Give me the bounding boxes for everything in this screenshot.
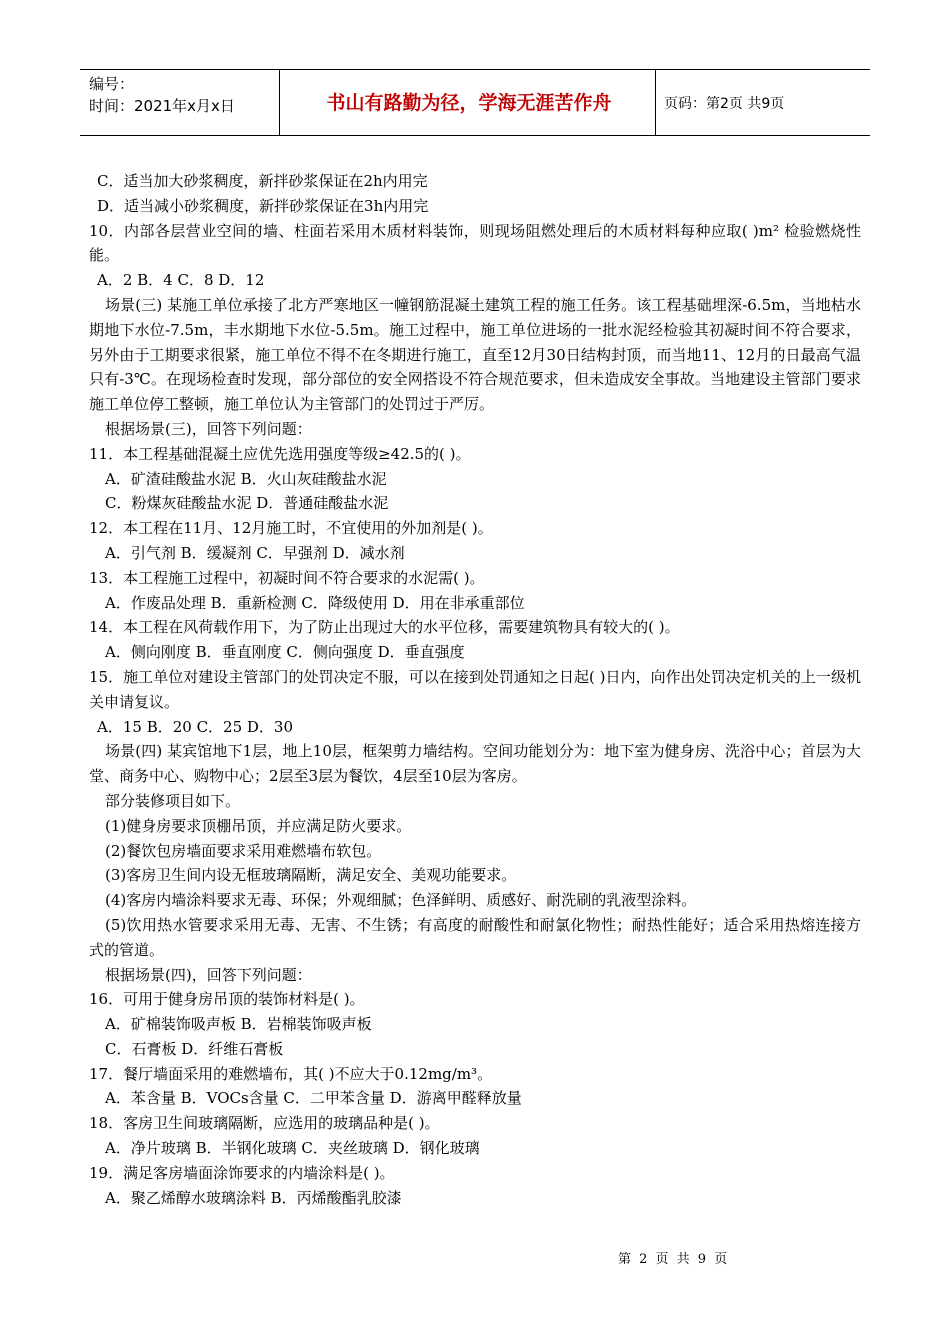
text-line: A．作废品处理 B．重新检测 C．降级使用 D．用在非承重部位: [105, 593, 525, 612]
text-line: 场景(三) 某施工单位承接了北方严寒地区一幢钢筋混凝土建筑工程的施工任务。该工程基础埋深-6.5m，当地枯水期地下水位-7.5m，丰水期地下水位-5.5m。施工过程中，施工单位进场的一批水泥经检验其初凝时间不符合要求，另外由于工期要求很紧，施工单位不得不在冬期进行施工，直至12月30日结构封顶，而当地11、12月的日最高气温只有-3℃。在现场检查时发现，部分部位的安全网搭设不符合规范要求，但未造成安全事故。当地建设主管部门要求施工单位停工整顿，施工单位认为主管部门的处罚过于严厉。: [89, 295, 861, 414]
text-line: 11．本工程基础混凝土应优先选用强度等级≥42.5的( )。: [89, 444, 471, 463]
text-line: (2)餐饮包房墙面要求采用难燃墙布软包。: [105, 841, 382, 860]
text-line: C．适当加大砂浆稠度，新拌砂浆保证在2h内用完: [97, 172, 428, 190]
text-line: A．聚乙烯醇水玻璃涂料 B．丙烯酸酯乳胶漆: [105, 1188, 402, 1207]
text-line: A．净片玻璃 B．半钢化玻璃 C．夹丝玻璃 D．钢化玻璃: [105, 1139, 480, 1158]
text-line: 14．本工程在风荷载作用下，为了防止出现过大的水平位移，需要建筑物具有较大的( )。: [89, 618, 680, 637]
text-line: 部分装修项目如下。: [105, 791, 241, 810]
time-label: 时间：2021年x月x日: [89, 97, 235, 115]
header-top-rule: [80, 69, 870, 70]
text-line: (1)健身房要求顶棚吊顶，并应满足防火要求。: [105, 816, 412, 835]
text-line: 根据场景(三)，回答下列问题：: [105, 419, 312, 438]
header-divider-2: [655, 69, 656, 135]
text-line: 13．本工程施工过程中，初凝时间不符合要求的水泥需( )。: [89, 568, 485, 587]
text-line: (5)饮用热水管要求采用无毒、无害、不生锈；有高度的耐酸性和耐氯化物性；耐热性能好；适合采用热熔连接方式的管道。: [89, 915, 861, 959]
header-page-label: 页码：第2页 共9页: [664, 96, 785, 112]
text-line: A．苯含量 B．VOCs含量 C．二甲苯含量 D．游离甲醛释放量: [105, 1089, 522, 1108]
text-line: D．适当减小砂浆稠度，新拌砂浆保证在3h内用完: [97, 196, 429, 215]
text-line: 12．本工程在11月、12月施工时，不宜使用的外加剂是( )。: [89, 519, 493, 538]
document-body: [89, 169, 861, 1210]
text-line: 根据场景(四)，回答下列问题：: [105, 965, 312, 984]
text-line: 17．餐厅墙面采用的难燃墙布，其( )不应大于0.12mg/m³。: [89, 1064, 493, 1083]
text-line: (3)客房卫生间内设无框玻璃隔断，满足安全、美观功能要求。: [105, 866, 517, 885]
text-line: 场景(四) 某宾馆地下1层，地上10层，框架剪力墙结构。空间功能划分为：地下室为健身房、洗浴中心；首层为大堂、商务中心、购物中心；2层至3层为餐饮，4层至10层为客房。: [89, 742, 861, 786]
header-divider-1: [279, 69, 280, 135]
text-line: 10．内部各层营业空间的墙、柱面若采用木质材料装饰，则现场阻燃处理后的木质材料每种应取( )m² 检验燃烧性能。: [89, 221, 861, 265]
text-line: 19．满足客房墙面涂饰要求的内墙涂料是( )。: [89, 1163, 395, 1182]
header-left: [89, 73, 235, 117]
text-line: 16．可用于健身房吊顶的装饰材料是( )。: [89, 990, 365, 1009]
text-line: 15．施工单位对建设主管部门的处罚决定不服，可以在接到处罚通知之日起( )日内，向作出处罚决定机关的上一级机关申请复议。: [89, 667, 861, 711]
text-line: A．15 B．20 C．25 D．30: [97, 717, 294, 736]
number-label: 编号：: [89, 75, 135, 93]
header-bottom-rule: [80, 135, 870, 136]
text-line: A．矿棉装饰吸声板 B．岩棉装饰吸声板: [105, 1015, 372, 1034]
text-line: C．石膏板 D．纤维石膏板: [105, 1039, 284, 1058]
text-line: A．侧向刚度 B．垂直刚度 C．侧向强度 D．垂直强度: [105, 643, 465, 662]
text-line: A．2 B．4 C．8 D．12: [97, 271, 265, 290]
text-line: A．引气剂 B．缓凝剂 C．早强剂 D．减水剂: [105, 543, 405, 562]
text-line: C．粉煤灰硅酸盐水泥 D．普通硅酸盐水泥: [105, 494, 389, 513]
text-line: (4)客房内墙涂料要求无毒、环保；外观细腻；色泽鲜明、质感好、耐洗刷的乳液型涂料。: [105, 891, 697, 910]
text-line: A．矿渣硅酸盐水泥 B．火山灰硅酸盐水泥: [105, 469, 387, 488]
page-footer: 第 2 页 共 9 页: [618, 1252, 730, 1267]
text-line: 18．客房卫生间玻璃隔断，应选用的玻璃品种是( )。: [89, 1114, 440, 1133]
header-motto: 书山有路勤为径，学海无涯苦作舟: [326, 92, 612, 114]
